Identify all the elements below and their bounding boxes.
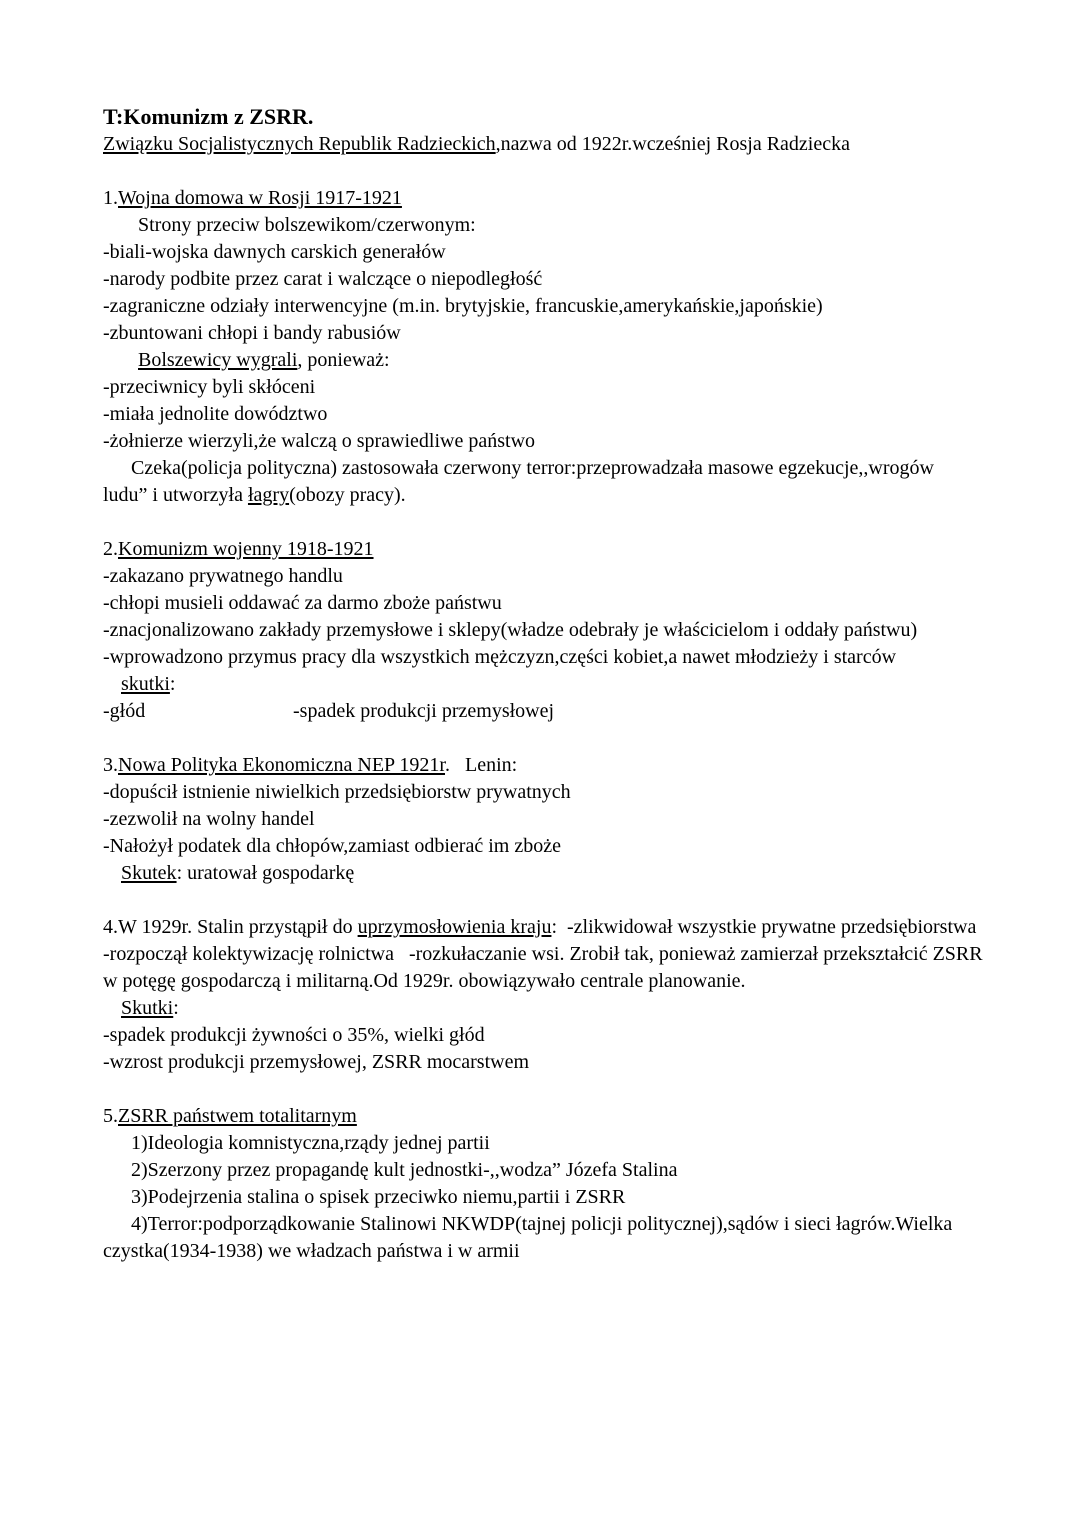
list-item: -wprowadzono przymus pracy dla wszystkich mężczyzn,części kobiet,a nawet młodzieży i starców <box>103 646 897 668</box>
effects-term: skutki <box>121 673 170 695</box>
section-4-text-end: : -zlikwidował wszystkie prywatne przedsiębiorstwa -rozpoczął kolektywizację rolnictwa -rozkułaczanie wsi. Zrobił tak, ponieważ zamierzał przekształcić ZSRR w potęgę gospodarczą i militarną.Od 1929r. obowiązywało centrale planowanie. <box>103 916 992 992</box>
list-item: -znacjonalizowano zakłady przemysłowe i sklepy(władze odebrały je właścicielom i oddały państwu) <box>103 619 918 641</box>
section-5 <box>103 1103 983 1265</box>
spacer <box>103 887 983 914</box>
section-1-heading <box>103 185 983 212</box>
won-label <box>103 347 983 374</box>
effects-label <box>103 671 983 698</box>
section-4-term: uprzymosłowienia kraju <box>357 916 552 938</box>
spacer <box>103 1076 983 1103</box>
won-text: , ponieważ: <box>297 349 390 371</box>
list-item: 4)Terror:podporządkowanie Stalinowi NKWDP(tajnej policji politycznej),sądów i sieci łagrów.Wielka czystka(1934-1938) we władzach państwa i w armii <box>103 1213 958 1262</box>
section-4 <box>103 914 992 1076</box>
effect-label <box>103 860 983 887</box>
list-item: -zakazano prywatnego handlu <box>103 565 343 587</box>
section-2-heading <box>103 536 983 563</box>
intro-text: ,nazwa od 1922r.wcześniej Rosja Radziecka <box>495 133 850 155</box>
list-item: 3)Podejrzenia stalina o spisek przeciwko niemu,partii i ZSRR <box>131 1186 626 1208</box>
list-item: 1)Ideologia komnistyczna,rządy jednej partii <box>131 1132 490 1154</box>
page-title: T:Komunizm z ZSRR. <box>103 104 314 129</box>
effect-term: Skutek <box>121 862 177 884</box>
section-2 <box>103 536 983 725</box>
list-item: 2)Szerzony przez propagandę kult jednostki-,,wodza” Józefa Stalina <box>131 1159 678 1181</box>
section-number: 3. <box>103 754 118 776</box>
list-item: -zagraniczne odziały interwencyjne (m.in. brytyjskie, francuskie,amerykańskie,japońskie) <box>103 295 823 317</box>
section-4-text: 4.W 1929r. Stalin przystąpił do <box>103 916 358 938</box>
list-item: -biali-wojska dawnych carskich generałów <box>103 241 446 263</box>
list-item: -zbuntowani chłopi i bandy rabusiów <box>103 322 401 344</box>
list-item: -dopuścił istnienie niwielkich przedsiębiorstw prywatnych <box>103 781 571 803</box>
intro-paragraph <box>103 131 983 158</box>
section-3-heading <box>103 752 983 779</box>
section-number: 5. <box>103 1105 118 1127</box>
cheka-paragraph <box>103 455 983 509</box>
section-number: 1. <box>103 187 118 209</box>
effects-row <box>103 698 983 725</box>
spacer <box>103 158 983 185</box>
effects-colon: : <box>173 997 179 1019</box>
section-title: Komunizm wojenny 1918-1921 <box>118 538 374 560</box>
list-item: -wzrost produkcji przemysłowej, ZSRR mocarstwem <box>103 1051 530 1073</box>
section-title: Wojna domowa w Rosji 1917-1921 <box>118 187 402 209</box>
cheka-term: łagry <box>247 484 290 506</box>
cheka-text-end: (obozy pracy). <box>289 484 406 506</box>
section-number: 2. <box>103 538 118 560</box>
effects-term: Skutki <box>121 997 174 1019</box>
section-title-rest: . Lenin: <box>445 754 518 776</box>
sides-label: Strony przeciw bolszewikom/czerwonym: <box>138 214 476 236</box>
effect-text: : uratował gospodarkę <box>176 862 355 884</box>
effects-colon: : <box>169 673 176 695</box>
list-item: -narody podbite przez carat i walczące o niepodległość <box>103 268 543 290</box>
spacer <box>103 725 983 752</box>
section-title: Nowa Polityka Ekonomiczna NEP 1921r <box>118 754 445 776</box>
effect-item: -spadek produkcji przemysłowej <box>293 700 555 722</box>
cheka-text: Czeka(policja polityczna) zastosowała czerwony terror:przeprowadzała masowe egzekucje,,wrogów ludu” i utworzyła <box>103 457 939 506</box>
effect-item: -głód <box>103 700 146 722</box>
list-item: -przeciwnicy byli skłóceni <box>103 376 316 398</box>
intro-term: Związku Socjalistycznych Republik Radzieckich <box>103 133 496 155</box>
list-item: -spadek produkcji żywności o 35%, wielki głód <box>103 1024 485 1046</box>
section-1 <box>103 185 983 509</box>
section-4-paragraph <box>103 914 992 995</box>
list-item: -zezwolił na wolny handel <box>103 808 315 830</box>
list-item: -Nałożył podatek dla chłopów,zamiast odbierać im zboże <box>103 835 561 857</box>
effects-label <box>103 995 983 1022</box>
list-item: -chłopi musieli oddawać za darmo zboże państwu <box>103 592 502 614</box>
section-5-heading <box>103 1103 983 1130</box>
document-page <box>103 103 992 1265</box>
section-title: ZSRR państwem totalitarnym <box>118 1105 357 1127</box>
section-3 <box>103 752 983 887</box>
list-item: -miała jednolite dowództwo <box>103 403 328 425</box>
list-item: -żołnierze wierzyli,że walczą o sprawiedliwe państwo <box>103 430 536 452</box>
spacer <box>103 509 983 536</box>
won-term: Bolszewicy wygrali <box>138 349 298 371</box>
